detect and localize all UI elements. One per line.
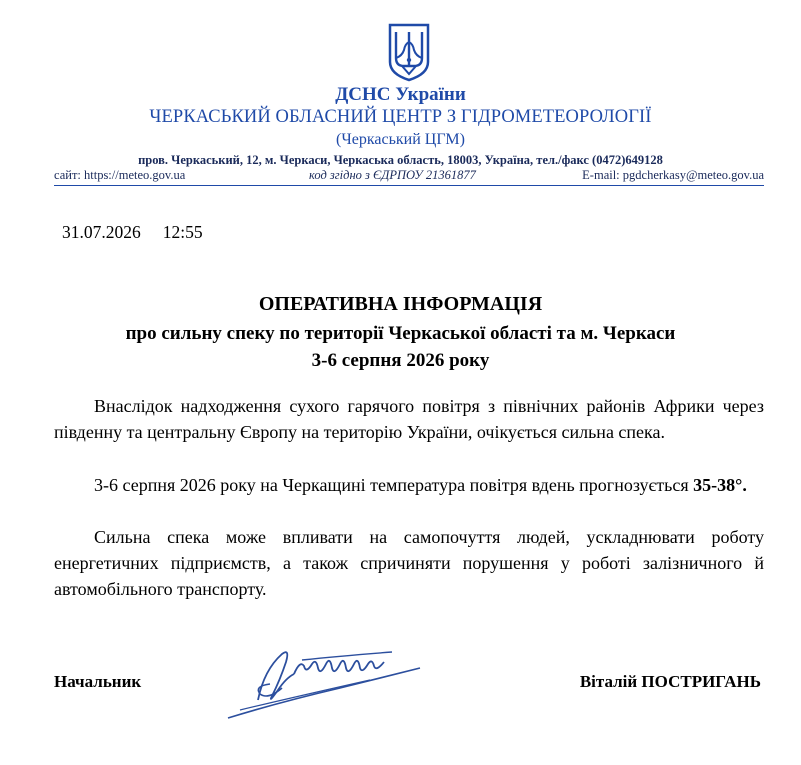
issue-date: 31.07.2026: [62, 222, 141, 242]
signer-role: Начальник: [54, 672, 142, 691]
paragraph-3: Сильна спека може впливати на самопочуття людей, ускладнювати роботу енергетичних підприємств, а також спричиняти порушення у роботі залізничного й автомобільного транспорту.: [54, 527, 764, 599]
document-title: ОПЕРАТИВНА ІНФОРМАЦІЯ: [258, 293, 543, 315]
issue-time: 12:55: [162, 222, 203, 242]
paragraph-2-block: [54, 472, 764, 498]
signer-name: Віталій ПОСТРИГАНЬ: [579, 672, 761, 691]
issue-datetime: [62, 222, 203, 243]
paragraph-2-text: 3-6 серпня 2026 року на Черкащині температура повітря вдень прогнозується: [94, 475, 694, 495]
contacts-line: [54, 167, 764, 186]
document-period: 3-6 серпня 2026 року: [311, 350, 490, 371]
handwritten-signature: [220, 640, 430, 725]
paragraph-1-block: [54, 393, 764, 445]
paragraph-2: [54, 472, 764, 498]
center-name: ЧЕРКАСЬКИЙ ОБЛАСНИЙ ЦЕНТР З ГІДРОМЕТЕОРОЛОГІЇ: [149, 107, 652, 127]
edrpou-code: код згідно з ЄДРПОУ 21361877: [309, 168, 476, 182]
email-link[interactable]: E-mail: pgdcherkasy@meteo.gov.ua: [582, 168, 764, 182]
document-subtitle: про сильну спеку по території Черкаської області та м. Черкаси: [125, 323, 676, 344]
website-link[interactable]: сайт: https://meteo.gov.ua: [54, 168, 186, 182]
trident-emblem-icon: [386, 22, 432, 82]
center-short-name: (Черкаський ЦГМ): [336, 131, 465, 148]
paragraph-3-block: [54, 524, 764, 602]
organization-name: ДСНС України: [335, 84, 466, 105]
temperature-value: 35-38°.: [693, 475, 747, 495]
paragraph-1: Внаслідок надходження сухого гарячого повітря з північних районів Африки через південну та центральну Європу на територію України, очікується сильна спека.: [54, 396, 764, 442]
address-line: пров. Черкаський, 12, м. Черкаси, Черкаська область, 18003, Україна, тел./факс (0472)649128: [138, 153, 663, 167]
